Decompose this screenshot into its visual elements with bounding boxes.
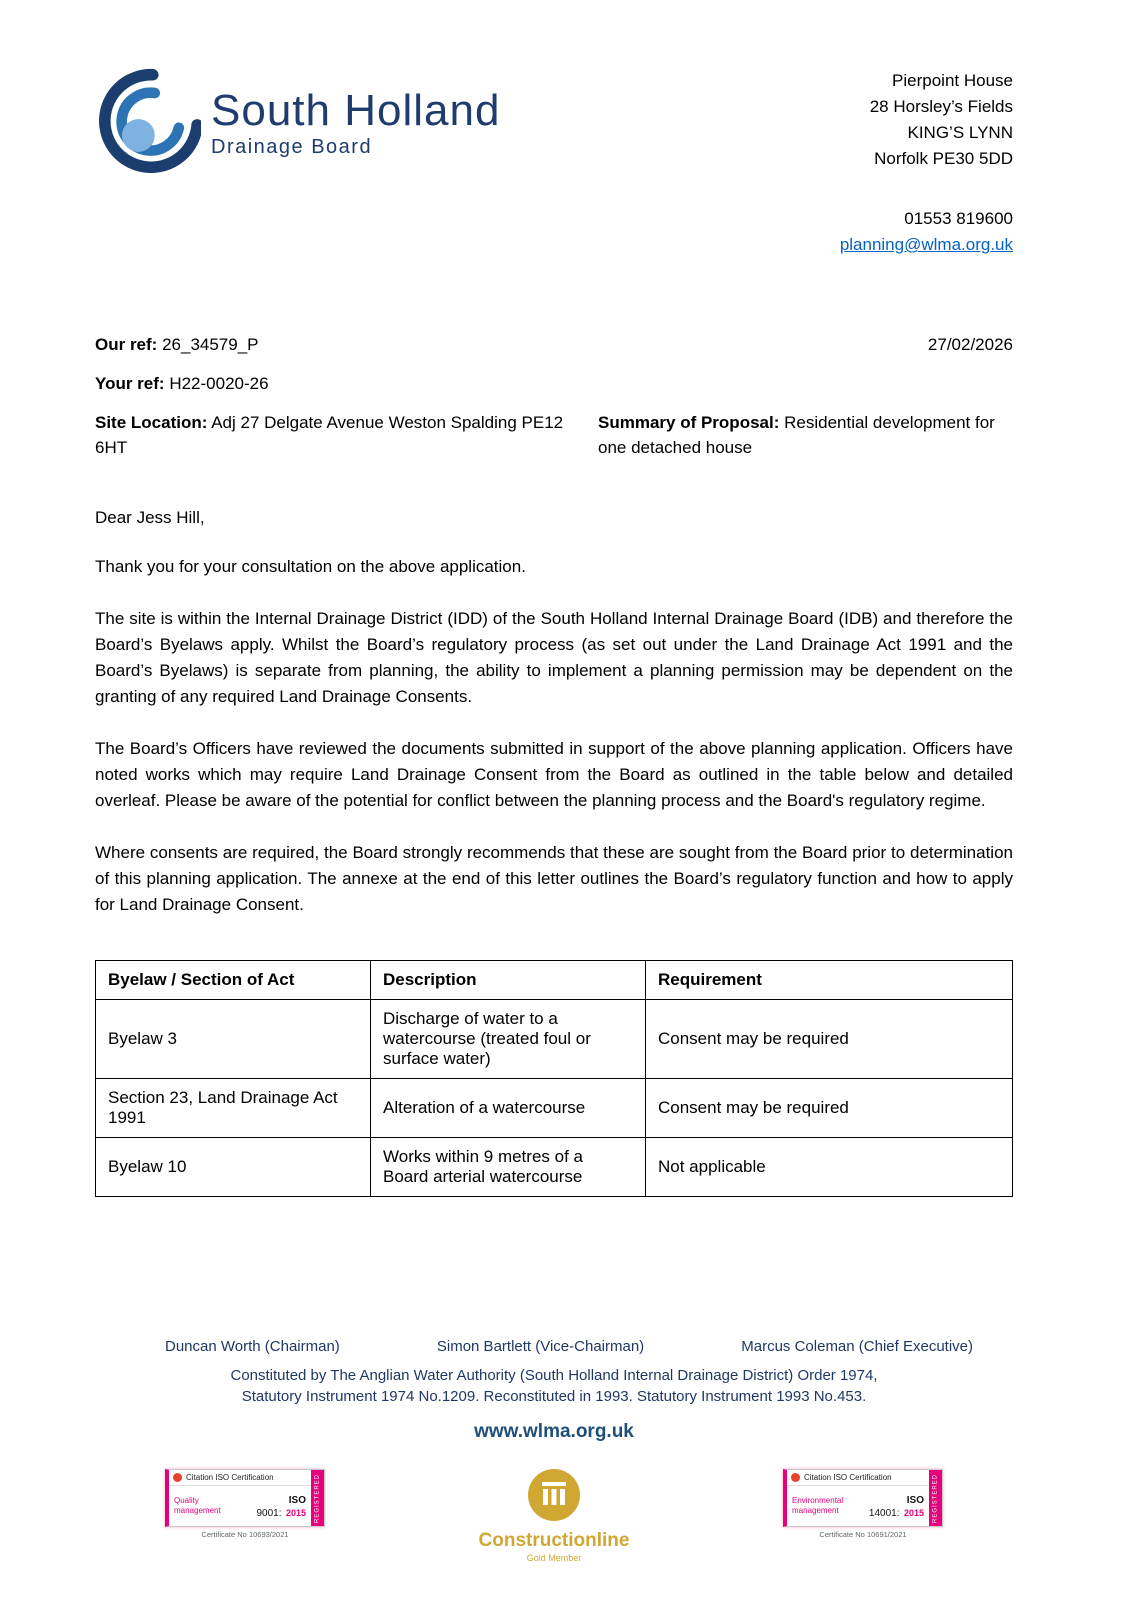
- cell-byelaw: Section 23, Land Drainage Act 1991: [96, 1079, 371, 1138]
- swirl-logo-icon: [95, 68, 201, 179]
- table-row: [96, 1000, 1013, 1079]
- officer-chief-executive: Marcus Coleman (Chief Executive): [741, 1338, 973, 1355]
- iso-year: 2015: [285, 1508, 306, 1518]
- cell-description: Discharge of water to a watercourse (treated foul or surface water): [371, 1000, 646, 1079]
- board-address: [840, 68, 1013, 258]
- iso-year: 2015: [903, 1508, 924, 1518]
- summary-label: Summary of Proposal:: [598, 413, 780, 432]
- table-header-row: [96, 961, 1013, 1000]
- site-location-value: Adj 27 Delgate Avenue Weston Spalding PE12 6HT: [95, 413, 564, 457]
- our-ref: [95, 332, 259, 357]
- address-line: 28 Horsley’s Fields: [869, 97, 1013, 116]
- reference-block: [95, 332, 1013, 460]
- iso-14001-badge: [783, 1469, 943, 1539]
- iso-code: 14001:: [868, 1508, 900, 1519]
- logo-title: South Holland: [211, 85, 501, 135]
- certification-badges: [95, 1469, 1013, 1563]
- your-ref: [95, 371, 1013, 396]
- letter-footer: [95, 1338, 1013, 1563]
- table-row: [96, 1079, 1013, 1138]
- iso-scheme-label: Environmental management: [792, 1496, 844, 1515]
- website-link[interactable]: www.wlma.org.uk: [474, 1421, 634, 1442]
- citation-brand: Citation ISO Certification: [186, 1473, 274, 1482]
- logo-text: [211, 85, 501, 159]
- your-ref-label: Your ref:: [95, 374, 165, 393]
- col-header-description: Description: [371, 961, 646, 1000]
- iso-word: ISO: [906, 1495, 924, 1506]
- phone-number: 01553 819600: [904, 209, 1013, 228]
- col-header-byelaw: Byelaw / Section of Act: [96, 961, 371, 1000]
- our-ref-value: 26_34579_P: [162, 335, 259, 354]
- officer-chairman: Duncan Worth (Chairman): [165, 1338, 340, 1355]
- cell-requirement: Consent may be required: [646, 1000, 1013, 1079]
- letter-header: [95, 68, 1013, 258]
- citation-logo-icon: [173, 1473, 182, 1482]
- paragraph: The site is within the Internal Drainage District (IDD) of the South Holland Internal Drainage Board (IDB) and therefore the Board’s Byelaws apply. Whilst the Board’s regulatory process (as set out under the Land Drainage Act 1991 and the Board’s Byelaws) is separate from planning, the ability to implement a planning permission may be dependent on the granting of any required Land Drainage Consents.: [95, 609, 1013, 706]
- salutation: Dear Jess Hill,: [95, 508, 205, 527]
- cell-description: Alteration of a watercourse: [371, 1079, 646, 1138]
- address-line: KING’S LYNN: [907, 123, 1013, 142]
- constitution-text: [95, 1365, 1013, 1407]
- cell-description: Works within 9 metres of a Board arterial watercourse: [371, 1138, 646, 1197]
- paragraph: Thank you for your consultation on the above application.: [95, 557, 526, 576]
- citation-logo-icon: [791, 1473, 800, 1482]
- paragraph: Where consents are required, the Board strongly recommends that these are sought from the Board prior to determination of this planning application. The annexe at the end of this letter outlines the Board’s regulatory function and how to apply for Land Drainage Consent.: [95, 843, 1013, 914]
- certificate-number: Certificate No 10691/2021: [819, 1530, 907, 1539]
- constructionline-icon: [528, 1469, 580, 1526]
- email-link[interactable]: planning@wlma.org.uk: [839, 235, 1013, 254]
- constitution-line: Statutory Instrument 1974 No.1209. Reconstituted in 1993. Statutory Instrument 1993 No.453.: [241, 1388, 867, 1405]
- officers-row: [95, 1338, 1013, 1355]
- logo-subtitle: Drainage Board: [211, 136, 373, 159]
- address-line: Pierpoint House: [892, 71, 1013, 90]
- consents-table: [95, 960, 1013, 1197]
- site-location: [95, 410, 565, 460]
- table-row: [96, 1138, 1013, 1197]
- board-logo: [95, 68, 500, 179]
- constructionline-name: Constructionline: [478, 1530, 630, 1551]
- registered-ribbon: REGISTERED: [311, 1470, 324, 1526]
- cell-byelaw: Byelaw 3: [96, 1000, 371, 1079]
- citation-brand: Citation ISO Certification: [804, 1473, 892, 1482]
- cell-byelaw: Byelaw 10: [96, 1138, 371, 1197]
- address-line: Norfolk PE30 5DD: [874, 149, 1013, 168]
- letter-date: 27/02/2026: [927, 335, 1013, 354]
- our-ref-label: Our ref:: [95, 335, 158, 354]
- registered-ribbon: REGISTERED: [929, 1470, 942, 1526]
- cell-requirement: Consent may be required: [646, 1079, 1013, 1138]
- iso-word: ISO: [288, 1495, 306, 1506]
- paragraph: The Board’s Officers have reviewed the documents submitted in support of the above planning application. Officers have noted works which may require Land Drainage Consent from the Board as outlined in the table below and detailed overleaf. Please be aware of the potential for conflict between the planning process and the Board's regulatory regime.: [95, 739, 1013, 810]
- constructionline-badge: [469, 1469, 639, 1563]
- summary-value: Residential development for one detached house: [598, 413, 995, 457]
- summary-of-proposal: [565, 410, 1013, 460]
- constitution-line: Constituted by The Anglian Water Authority (South Holland Internal Drainage District) Order 1974,: [230, 1367, 878, 1384]
- iso-code: 9001:: [256, 1508, 282, 1519]
- site-location-label: Site Location:: [95, 413, 208, 432]
- constructionline-membership: Gold Member: [526, 1553, 582, 1563]
- iso-9001-badge: [165, 1469, 325, 1539]
- cell-requirement: Not applicable: [646, 1138, 1013, 1197]
- certificate-number: Certificate No 10693/2021: [201, 1530, 289, 1539]
- col-header-requirement: Requirement: [646, 961, 1013, 1000]
- officer-vice-chairman: Simon Bartlett (Vice-Chairman): [436, 1338, 645, 1355]
- iso-scheme-label: Quality management: [174, 1496, 221, 1515]
- your-ref-value: H22-0020-26: [169, 374, 269, 393]
